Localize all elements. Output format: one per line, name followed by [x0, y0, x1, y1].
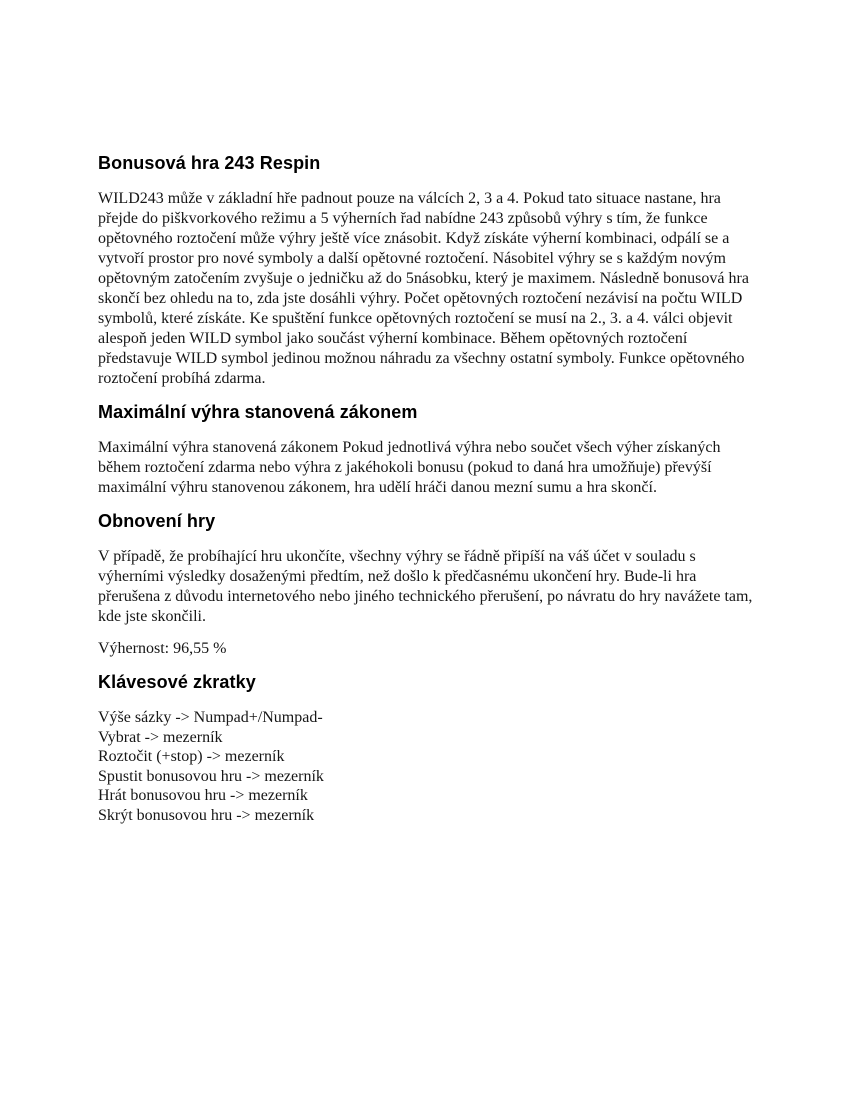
rtp-value-line: Výhernost: 96,55 % [98, 640, 227, 657]
shortcut-list [98, 708, 755, 825]
section-heading-bonus-game-243-respin: Bonusová hra 243 Respin [98, 153, 321, 173]
shortcut-item-bet-amount: Výše sázky -> Numpad+/Numpad- [98, 709, 323, 726]
section-heading-keyboard-shortcuts: Klávesové zkratky [98, 672, 256, 692]
paragraph-bonus-game-rules: WILD243 může v základní hře padnout pouze na válcích 2, 3 a 4. Pokud tato situace nastane, hra přejde do piškvorkového režimu a 5 výherních řad nabídne 243 způsobů výhry s tím, že funkce opětovného roztočení může výhry ještě více znásobit. Když získáte výherní kombinaci, odpálí se a vytvoří prostor pro nové symboly a další opětovné roztočení. Násobitel výhry se s každým novým opětovným zatočením zvyšuje o jedničku až do 5násobku, který je maximem. Následně bonusová hra skončí bez ohledu na to, zda jste dosáhli výhry. Počet opětovných roztočení nezávisí na počtu WILD symbolů, které získáte. Ke spuštění funkce opětovných roztočení se musí na 2., 3. a 4. válci objevit alespoň jeden WILD symbol jako součást výherní kombinace. Během opětovných roztočení představuje WILD symbol jedinou možnou náhradu za všechny ostatní symboly. Funkce opětovného roztočení probíhá zdarma. [98, 190, 749, 387]
paragraph-max-win-by-law: Maximální výhra stanovená zákonem Pokud jednotlivá výhra nebo součet všech výher získaných během roztočení zdarma nebo výhra z jakéhokoli bonusu (pokud to daná hra umožňuje) převýší maximální výhru stanovenou zákonem, hra udělí hráči danou mezní sumu a hra skončí. [98, 439, 721, 496]
shortcut-item-play-bonus: Hrát bonusovou hru -> mezerník [98, 787, 308, 804]
shortcut-item-start-bonus: Spustit bonusovou hru -> mezerník [98, 767, 324, 785]
section-heading-max-win-by-law: Maximální výhra stanovená zákonem [98, 402, 418, 422]
shortcut-item-select: Vybrat -> mezerník [98, 728, 223, 746]
paragraph-game-recovery: V případě, že probíhající hru ukončíte, všechny výhry se řádně připíší na váš účet v souladu s výherními výsledky dosaženými předtím, než došlo k předčasnému ukončení hry. Bude-li hra přerušena z důvodu internetového nebo jiného technického přerušení, po návratu do hry navážete tam, kde jste skončili. [98, 548, 753, 625]
shortcut-item-hide-bonus: Skrýt bonusovou hru -> mezerník [98, 806, 315, 824]
section-heading-game-recovery: Obnovení hry [98, 511, 216, 531]
shortcut-item-spin: Roztočit (+stop) -> mezerník [98, 748, 285, 765]
